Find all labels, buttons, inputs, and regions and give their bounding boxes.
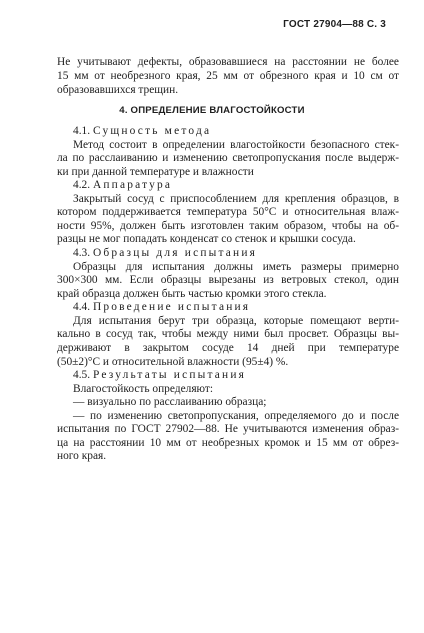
text-line: ности 95%, должен быть изготовлен таким образом, чтобы на об- bbox=[57, 220, 399, 232]
subsection-number: 4.5. bbox=[73, 369, 91, 381]
subsection-title: Сущность метода bbox=[92, 125, 212, 137]
subsection-heading-4-5 bbox=[73, 369, 399, 382]
text-line: край образца должен быть частью кромки этого стекла. bbox=[57, 288, 327, 300]
list-item: — по изменению светопропускания, определяемого до и после bbox=[73, 410, 399, 422]
list-item: — визуально по расслаиванию образца; bbox=[73, 396, 267, 408]
subsection-title: Результаты испытания bbox=[92, 369, 247, 381]
text-line: кально в сосуд так, чтобы между ними был просвет. Образцы вы- bbox=[57, 328, 399, 340]
text-line: Метод состоит в определении влагостойкости безопасного стек- bbox=[73, 139, 399, 151]
text-line: 15 мм от необрезного края, 25 мм от обрезного края и 10 см от bbox=[57, 70, 399, 82]
text-line: держивают в закрытом сосуде 14 дней при температуре bbox=[57, 342, 399, 354]
subsection-heading-4-4 bbox=[73, 301, 399, 314]
subsection-heading-4-2 bbox=[73, 179, 399, 192]
text-line: Закрытый сосуд с приспособлением для крепления образцов, в bbox=[73, 193, 399, 205]
subsection-number: 4.3. bbox=[73, 247, 91, 259]
subsection-title: Проведение испытания bbox=[92, 301, 251, 313]
text-line: образовавшихся трещин. bbox=[57, 84, 179, 96]
subsection-heading-4-3 bbox=[73, 247, 399, 260]
subsection-heading-4-1 bbox=[73, 125, 399, 138]
text-line: испытания по ГОСТ 27902—88. Не учитываются изменения образ- bbox=[57, 423, 399, 435]
text-line: Образцы для испытания должны иметь размеры примерно bbox=[73, 261, 399, 273]
subsection-number: 4.4. bbox=[73, 301, 91, 313]
subsection-number: 4.1. bbox=[73, 125, 91, 137]
text-line: 300×300 мм. Если образцы вырезаны из ветровых стекол, один bbox=[57, 274, 399, 286]
text-line: ца на расстоянии 10 мм от необрезных кромок и 15 мм от обрез- bbox=[57, 437, 399, 449]
subsection-title: Образцы для испытания bbox=[92, 247, 258, 259]
text-line: Влагостойкость определяют: bbox=[73, 383, 214, 395]
text-line: Не учитывают дефекты, образовавшиеся на расстоянии не более bbox=[57, 56, 399, 68]
text-line: котором поддерживается температура 50°С и относительная влаж- bbox=[57, 206, 399, 218]
subsection-title: Аппаратура bbox=[92, 179, 173, 191]
subsection-number: 4.2. bbox=[73, 179, 91, 191]
text-line: ного края. bbox=[57, 450, 107, 462]
text-line: Для испытания берут три образца, которые помещают верти- bbox=[73, 315, 399, 327]
text-line: ки при данной температуре и влажности bbox=[57, 166, 254, 178]
page-header: ГОСТ 27904—88 С. 3 bbox=[283, 19, 386, 30]
text-line: разцы не мог попадать конденсат со стенок и крышки сосуда. bbox=[57, 233, 356, 245]
section-title: 4. ОПРЕДЕЛЕНИЕ ВЛАГОСТОЙКОСТИ bbox=[119, 105, 305, 116]
text-line: (50±2)°С и относительной влажности (95±4) %. bbox=[57, 356, 289, 368]
text-line: ла по расслаиванию и изменению светопропускания после выдерж- bbox=[57, 152, 399, 164]
